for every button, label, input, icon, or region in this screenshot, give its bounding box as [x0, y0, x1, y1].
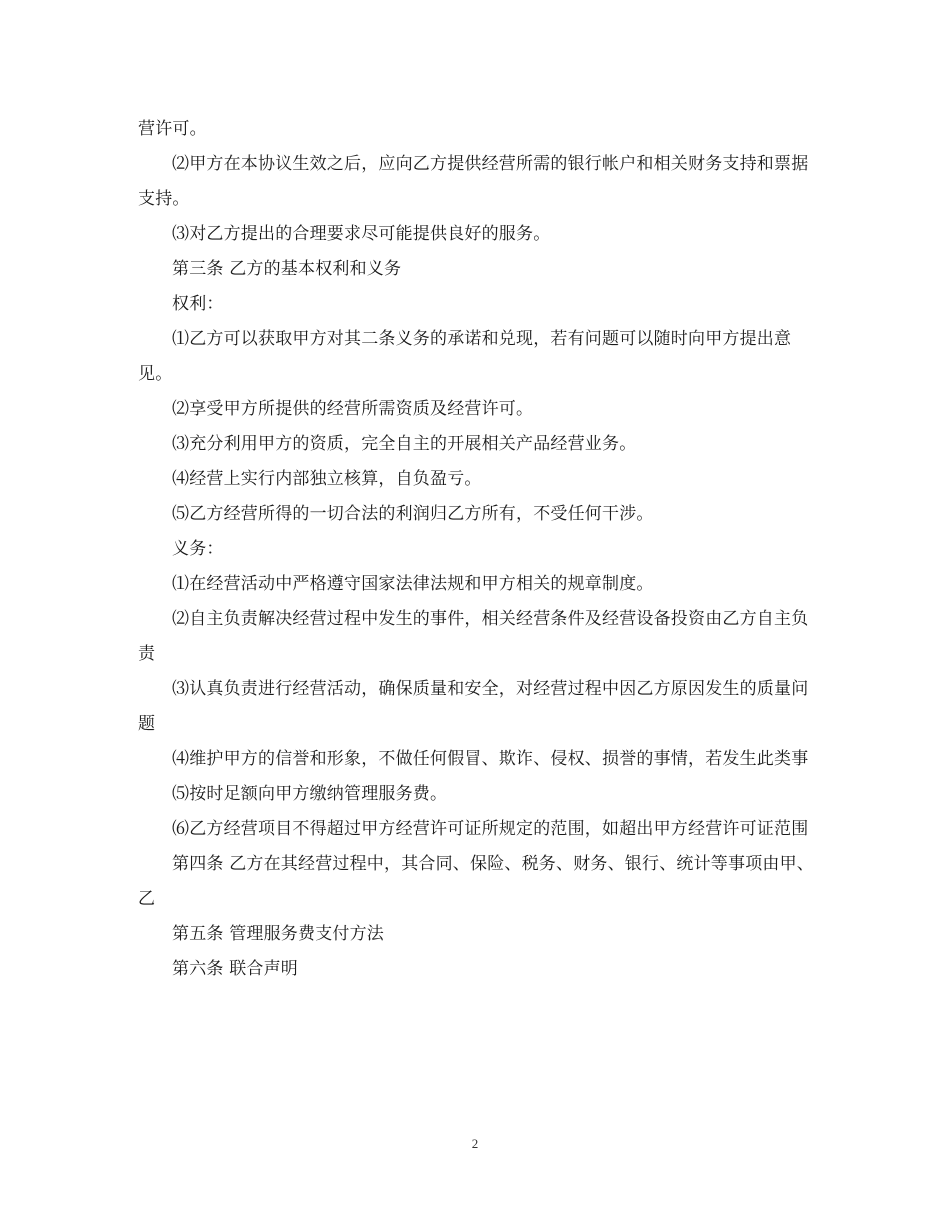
paragraph: ⑶对乙方提出的合理要求尽可能提供良好的服务。 [172, 224, 551, 244]
section-heading: 第六条 联合声明 [172, 959, 299, 979]
paragraph: ⑷维护甲方的信誉和形象，不做任何假冒、欺诈、侵权、损誉的事情，若发生此类事 [172, 749, 809, 769]
section-heading: 第四条 乙方在其经营过程中，其合同、保险、税务、财务、银行、统计等事项由甲、乙 [138, 854, 815, 909]
page-number: 2 [471, 1136, 479, 1151]
paragraph: ⑴乙方可以获取甲方对其二条义务的承诺和兑现，若有问题可以随时向甲方提出意见。 [138, 329, 792, 384]
paragraph: ⑴在经营活动中严格遵守国家法律法规和甲方相关的规章制度。 [172, 574, 654, 594]
paragraph: ⑸乙方经营所得的一切合法的利润归乙方所有，不受任何干涉。 [172, 504, 654, 524]
paragraph: ⑶充分利用甲方的资质，完全自主的开展相关产品经营业务。 [172, 434, 637, 454]
paragraph: ⑹乙方经营项目不得超过甲方经营许可证所规定的范围，如超出甲方经营许可证范围 [172, 819, 809, 839]
paragraph: ⑶认真负责进行经营活动，确保质量和安全，对经营过程中因乙方原因发生的质量问题 [138, 679, 809, 734]
paragraph: ⑷经营上实行内部独立核算，自负盈亏。 [172, 469, 482, 489]
section-heading: 第三条 乙方的基本权利和义务 [172, 259, 402, 279]
document-body [138, 112, 814, 987]
subheading: 义务： [172, 539, 224, 559]
paragraph: ⑵享受甲方所提供的经营所需资质及经营许可。 [172, 399, 534, 419]
subheading: 权利： [172, 294, 224, 314]
paragraph: ⑵自主负责解决经营过程中发生的事件，相关经营条件及经营设备投资由乙方自主负责 [138, 609, 809, 664]
paragraph: ⑸按时足额向甲方缴纳管理服务费。 [172, 784, 448, 804]
paragraph: ⑵甲方在本协议生效之后，应向乙方提供经营所需的银行帐户和相关财务支持和票据支持。 [138, 154, 809, 209]
paragraph: 营许可。 [138, 119, 207, 139]
section-heading: 第五条 管理服务费支付方法 [172, 924, 385, 944]
